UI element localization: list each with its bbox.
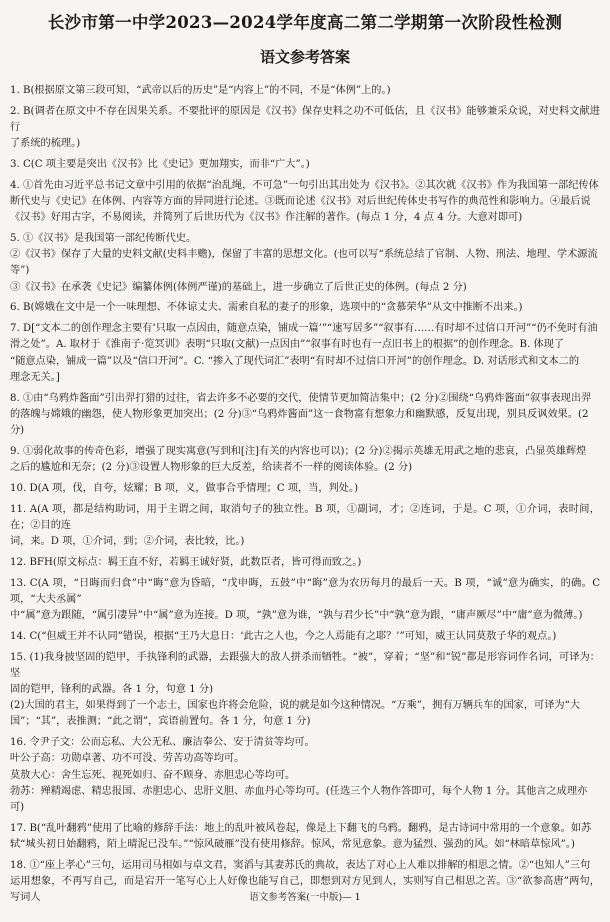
answer-line: 1. B(根据原文第三段可知，“武帝以后的历史”是“内容上”的不同，不是“体例”上的。) [10,85,391,96]
answer-item [10,157,600,173]
answer-line: “随意点染，铺成一篇”以及“信口开河”。C. “掺入了现代词汇”表明“有时却不过信口开河”的创作理念。D. 对话形式和文本二的 [10,355,580,367]
answer-item [10,502,600,551]
page-footer: 语文参考答案(一中版)— 1 [249,892,361,903]
answer-line: 分) [10,425,25,437]
answer-line: 中“属”意为跟随，“属引凄异”中“属”意为连接。D 项，“孰”意为谁，“孰与君少长”中“孰”意为跟，“庸声厥尽”中“庸”意为微薄。) [10,610,583,622]
answer-line: 9. ①弱化故事的传奇色彩，增强了现实寓意(写到和[注]有关的内容也可以)；(2 分)②揭示英雄无用武之地的悲哀，凸显英雄辉煌 [10,445,587,457]
answer-line: 《汉书》好用古字，不易阅读，并简列了后世历代为《汉书》作注解的著作。(每点 1 分，4 点 4 分。大意对即可) [10,212,523,224]
answer-line: 的落魄与嫦娥的幽怨，使人物形象更加突出；(2 分)③“乌鸦炸酱面”这一食物富有想象力和幽默感，反复出现，别具反讽效果。(2 [10,408,589,420]
answer-item [10,821,600,853]
answer-line: 5. ①《汉书》是我国第一部纪传断代史。 [10,233,197,244]
answer-line: 7. D[“文本二的创作理念主要有‘只取一点因由，随意点染，铺成一篇’”“速写居多”“叙事有……有时却不过信口开河”“仍不免时有油 [10,323,598,335]
answer-item [10,735,600,816]
page-subtitle: 语文参考答案 [259,48,350,66]
answer-line: 13. C(A 项，“日晦而归食”中“晦”意为昏暗，“戊申晦，五鼓”中“晦”意为农历每月的最后一天。B 项，“诚”意为确实，的确。C 项，“大夫丞属” [10,577,600,605]
answer-line: 断代史与《史记》在体例、内容等方面的异同进行论述。③既而论述《汉书》对后世纪传体史书写作的典范性和影响力。④最后说 [10,196,591,207]
answer-line: 14. C(“但威王并不认同”错误，根据“王乃大息日：‘此古之人也，今之人焉能有之耶？’”可知，威王认同莫敖子华的观点。) [10,630,557,642]
answer-line: 17. B(“乱叶翻鸦”使用了比喻的修辞手法：地上的乱叶被风卷起，像是上下翻飞的乌鸦。翻鸦，是古诗词中常用的一个意象。如苏 [10,822,592,834]
answer-item [10,391,600,440]
answer-line: 6. B(嫦娥在文中是一个一味理想、不体谅丈夫、需索自私的妻子的形象，选项中的“贪慕荣华”从文中推断不出来。) [10,302,523,314]
answer-line: 15. (1)我身披坚固的铠甲，手执锋利的武器，去跟强大的敌人拼杀而牺牲。“被”，穿着；“坚”和“锐”都是形容词作名词，可译为：坚 [10,651,600,679]
answer-line: (2)大国的君主，如果得到了一个志士，国家也许将会危险，说的就是如今这种情况。“万乘”，拥有万辆兵车的国家，可译为“大 [10,700,580,712]
answer-item [10,481,600,497]
answer-line: 10. D(A 项，伐，自夸，炫耀；B 项，义，做事合乎情理；C 项，当，判处。) [10,482,359,494]
answer-item [10,555,600,571]
answer-item [10,576,600,625]
answer-line: 11. A(A 项，都是结构助词，用于主谓之间，取消句子的独立性。B 项，①副词，才；②连词，于是。C 项，①介词，表时间，在；②目的连 [10,503,600,531]
answer-line: 3. C(C 项主要是突出《汉书》比《史记》更加翔实，而非“广大”。) [10,159,310,170]
answer-item [10,231,600,296]
answer-line: 了系统的梳理。) [10,138,81,150]
answer-item [10,83,600,99]
answer-item [10,444,600,476]
answer-line: 勃苏：殚精竭虑、精忠报国、赤胆忠心、忠肝义胆、赤血丹心等均可。(任选三个人物作答即可，每个人物 1 分。其他言之成理亦 [10,785,588,797]
answer-line: 固的铠甲，锋利的武器。各 1 分，句意 1 分) [10,684,214,696]
answer-item [10,321,600,386]
answer-line: 国”；“其”，表推测；“此之谓”，宾语前置句。各 1 分，句意 1 分) [10,716,311,728]
answer-line: ③《汉书》在承袭《史记》编纂体例(体例严谨)的基础上，进一步确立了后世正史的体例。(每点 2 分) [10,281,467,293]
answer-item [10,629,600,645]
answer-line: 理念无关。] [10,371,60,383]
answer-list [10,83,600,906]
answer-line: 8. ①由“乌鸦炸酱面”引出羿打猎的过往，省去许多不必要的交代，使情节更加简洁集中；(2 分)②围绕“乌鸦炸酱面”叙事表现出羿 [10,392,592,404]
answer-line: 滑之处”。A. 取材于《淮南子·览冥训》表明“只取(文献)一点因由”“叙事有时也有一点旧书上的根据”的创作理念。B. 体现了 [10,339,565,351]
answer-item [10,104,600,153]
answer-line: 莫敖大心：舍生忘死、视死如归、奋不顾身、赤胆忠心等均可。 [10,769,296,781]
answer-line: 叶公子高：功勋卓著、功不可没、劳苦功高等均可。 [10,753,245,765]
answer-line: ②《汉书》保存了大量的史料文献(史料丰赡)，保留了丰富的思想文化。(也可以写“系统总结了官制、人物、刑法、地理、学术源流 [10,249,598,261]
answer-line: 运用想象，不再写自己，而是宕开一笔写心上人好像也能写自己，即想到对方见到人，实则写自己相思之苦。③“欲参高唐”两句，写词人 [10,876,600,904]
answer-item [10,300,600,316]
answer-line: 16. 令尹子文：公而忘私、大公无私、廉洁奉公、安于清贫等均可。 [10,737,315,749]
answer-line: 可) [10,802,25,814]
page-title: 长沙市第一中学2023—2024学年度高二第二学期第一次阶段性检测 [47,13,563,32]
answer-line: 词，来。D 项，①介词，到；②介词，表比较，比。) [10,536,245,548]
answer-line: 18. ①“座上孝心”三句，运用司马相如与卓文君，窦滔与其妻苏氏的典故，表达了对心上人难以排解的相思之情。②“也知人”三句 [10,859,591,871]
answer-item [10,650,600,731]
answer-item [10,178,600,227]
answer-line: 之后的尴尬和无奈；(2 分)③设置人物形象的巨大反差，给读者不一样的阅读体验。(2 分) [10,462,413,474]
answer-line: 4. ①首先由习近平总书记文章中引用的依据“治乱绳，不可急”一句引出其出处为《汉书》。②其次就《汉书》作为我国第一部纪传体 [10,179,599,191]
answer-line: 12. BFH(原文标点：羁王直不好，若羁王诚好贤，此数臣者，皆可得而致之。) [10,556,362,568]
answer-line: 轼“城头初日始翻鸦，陌上晴泥已没车。”“惊风破雁”没有使用修辞。惊风，常见意象。意为猛烈、强劲的风。如“林暗草惊风”。) [10,839,575,851]
answer-line: 等”) [10,265,30,277]
answer-line: 2. B(调者在原文中不存在因果关系。不要批评的原因是《汉书》保存史料之功不可低估，且《汉书》能够兼采众说，对史料文献进行 [10,105,600,133]
